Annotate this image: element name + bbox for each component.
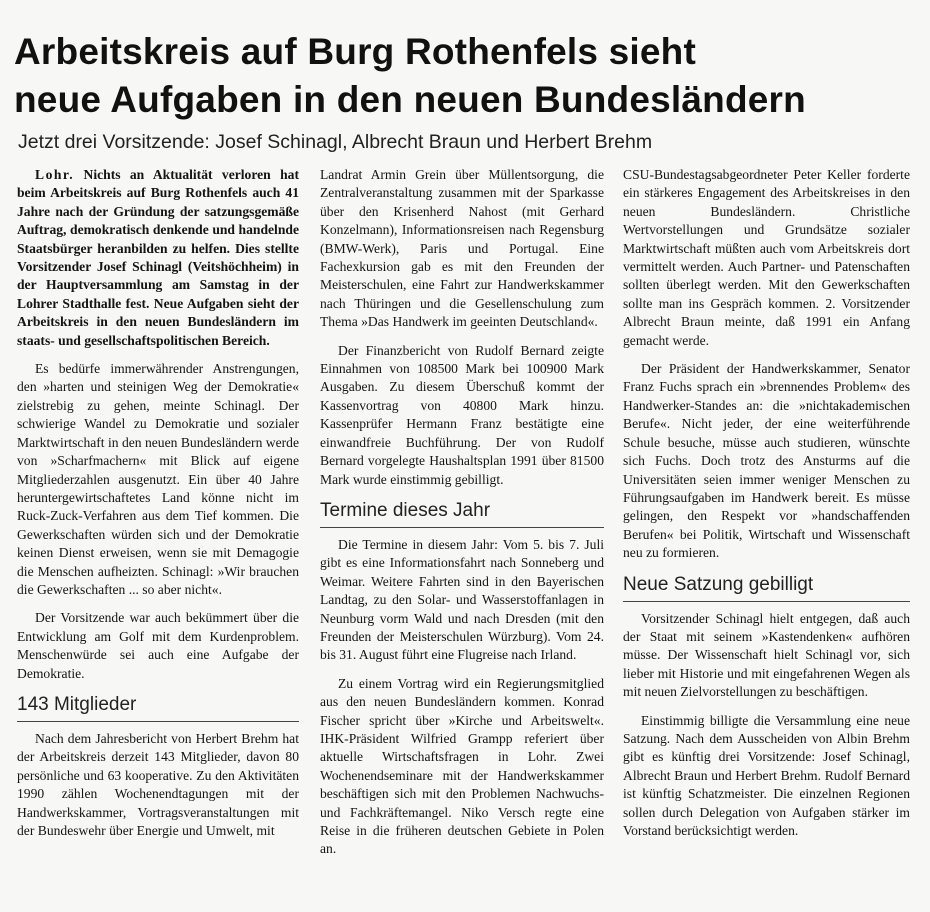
column-2 — [320, 166, 604, 869]
section-heading: Neue Satzung gebilligt — [623, 573, 910, 602]
headline-line-1: Arbeitskreis auf Burg Rothenfels sieht — [14, 31, 696, 72]
body-paragraph: Der Vorsitzende war auch bekümmert über die Entwicklung am Golf mit dem Kurdenproblem. Menschenwürde sei auch eine Aufgabe der Demokratie. — [17, 610, 299, 681]
body-paragraph: Vorsitzender Schinagl hielt entgegen, daß auch der Staat mit seinem »Kastendenken« aufhören müsse. Der Wissenschaft hielt Schinagl vor, sich lieber mit Historie und mit eingefahrenen Wegen als mit neuen Zielvorstellungen zu beschäftigen. — [623, 610, 910, 700]
body-paragraph: Es bedürfe immerwährender Anstrengungen, den »harten und steinigen Weg der Demokratie« zielstrebig zu gehen, meinte Schinagl. Der schwierige Wandel zu Demokratie und sozialer Marktwirtschaft in den neuen Bundesländern werde von »Scharfmachern« mit Blick auf eigene Mitgliederzahlen ausgenutzt. Ein über 40 Jahre heruntergewirtschaftetes Land könne nicht im Ruck-Zuck-Verfahren aus dem Tief kommen. Die Gewerkschaften würden sich und der Demokratie keinen Dienst erweisen, wenn sie mit Demagogie die Menschen aufheizten. Schinagl: »Wir brauchen die Gewerkschaften ... so aber nicht«. — [17, 361, 299, 597]
lead-text: Nichts an Aktualität verloren hat beim Arbeitskreis auf Burg Rothenfels auch 41 Jahre nach der Gründung der satzungsgemäße Auftrag, demokratisch denkende und handelnde Staatsbürger heranbilden zu helfen. Dies stellte Vorsitzender Josef Schinagl (Veitshöchheim) in der Hauptversammlung am Samstag in der Lohrer Stadthalle fest. Neue Aufgaben sieht der Arbeitskreis in den neuen Bundesländern im staats- und gesellschaftspolitischen Bereich. — [17, 167, 299, 348]
body-paragraph: Der Präsident der Handwerkskammer, Senator Franz Fuchs sprach ein »brennendes Problem« des Handwerker-Standes an: die »nichtakademischen Berufe«. Nicht jeder, der eine weiterführende Schule besuche, müsse auch studieren, wünschte sich Fuchs. Doch trotz des Ansturms auf die Universitäten seien immer weniger Menschen zu Führungsaufgaben im Handwerk bereit. Es müsse gelingen, den Respekt vor »handschaffenden Berufen« bei Politik, Wirtschaft und Wissenschaft neu zu formieren. — [623, 361, 910, 561]
body-paragraph: Einstimmig billigte die Versammlung eine neue Satzung. Nach dem Ausscheiden von Albin Brehm gibt es künftig drei Vorsitzende: Josef Schinagl, Albrecht Braun und Herbert Brehm. Rudolf Bernard ist künftig Schatzmeister. Die einzelnen Regionen sollen durch Delegation von Aufgaben stärker im Vorstand berücksichtigt werden. — [623, 712, 910, 838]
body-paragraph: CSU-Bundestagsabgeordneter Peter Keller forderte ein stärkeres Engagement des Arbeitskreises in den neuen Bundesländern. Christliche Wertvorstellungen und Grundsätze sozialer Marktwirtschaft müßten auch vom Arbeitskreis dort vermittelt werden. Auch Partner- und Patenschaften sollten überlegt werden. Mit den Gewerkschaften sollte man ins Gespräch kommen. 2. Vorsitzender Albrecht Braun meinte, daß 1991 ein Anfang gemacht werde. — [623, 167, 910, 348]
body-paragraph: Die Termine in diesem Jahr: Vom 5. bis 7. Juli gibt es eine Informationsfahrt nach Sonneberg und Weimar. Weitere Fahrten sind in den Bayerischen Landtag, zu den Solar- und Wasserstoffanlagen in Neunburg vorm Wald und nach Dresden (mit den Freunden der Meisterschulen Würzburg). Vom 24. bis 31. August führt eine Flugreise nach Irland. — [320, 536, 604, 663]
section-heading: 143 Mitglieder — [17, 693, 299, 722]
body-paragraph: Der Finanzbericht von Rudolf Bernard zeigte Einnahmen von 108500 Mark bei 100900 Mark Ausgaben. Zu diesem Überschuß kommt der Kassenvortrag von 40800 Mark hinzu. Kassenprüfer Hermann Franz bestätigte eine einwandfreie Buchführung. Der von Rudolf Bernard vorgelegte Haushaltsplan 1991 über 81500 Mark wurde einstimmig gebilligt. — [320, 342, 604, 487]
column-1 — [17, 166, 299, 850]
body-paragraph: Landrat Armin Grein über Müllentsorgung, die Zentralveranstaltung zusammen mit der Sparkasse über den Krisenherd Nahost (mit Gerhard Konzelmann), Informationsreisen nach Regensburg (BMW-Werk), Paris und Portugal. Eine Fachexkursion gab es mit den Freunden der Meisterschulen, eine Fahrt zur Handwerkskammer nach Thüringen und die Gesellenschulung zum Thema »Das Handwerk im geeinten Deutschland«. — [320, 167, 604, 330]
body-paragraph: Zu einem Vortrag wird ein Regierungsmitglied aus den neuen Bundesländern kommen. Konrad Fischer spricht über »Kirche und Arbeitswelt«. IHK-Präsident Wilfried Grampp referiert über aktuelle Wirtschaftsfragen in Lohr. Zwei Wochenendseminare mit der Handwerkskammer beschäftigen sich mit den Problemen Nachwuchs- und Fachkräftemangel. Niko Versch regte eine Reise in die früheren deutschen Gebiete in Polen an. — [320, 675, 604, 857]
article-subheadline: Jetzt drei Vorsitzende: Josef Schinagl, Albrecht Braun und Herbert Brehm — [18, 131, 653, 153]
body-paragraph: Nach dem Jahresbericht von Herbert Brehm hat der Arbeitskreis derzeit 143 Mitglieder, davon 80 persönliche und 63 kooperative. Zu den Aktivitäten 1990 zählen Wochenendtagungen mit der Handwerkskammer, Vortragsveranstaltungen mit der Bundeswehr über Energie und Umwelt, mit — [17, 730, 299, 838]
article-headline — [14, 28, 919, 124]
section-heading: Termine dieses Jahr — [320, 499, 604, 528]
lead-paragraph — [17, 166, 299, 350]
column-3 — [623, 166, 910, 850]
headline-line-2: neue Aufgaben in den neuen Bundesländern — [14, 79, 806, 120]
dateline: Lohr. — [35, 167, 75, 182]
